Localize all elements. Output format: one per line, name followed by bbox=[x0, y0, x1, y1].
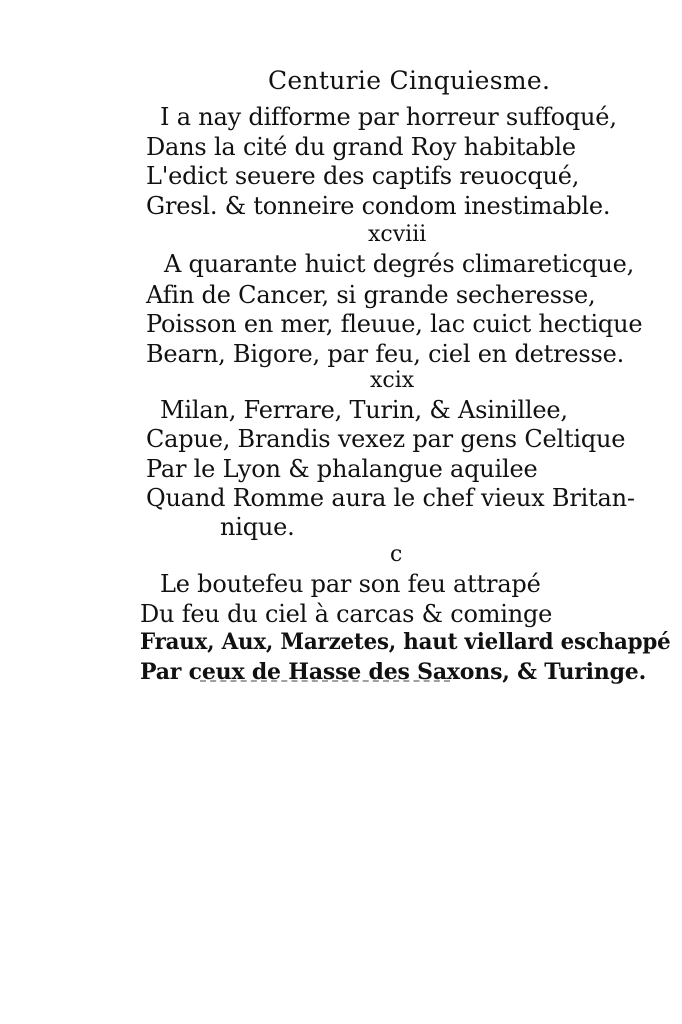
quatrain-numeral: xcix bbox=[370, 368, 415, 393]
verse-line: I a nay difforme par horreur suffoqué, bbox=[160, 103, 617, 131]
verse-line: Afin de Cancer, si grande secheresse, bbox=[146, 281, 596, 309]
verse-line: A quarante huict degrés climareticque, bbox=[164, 250, 635, 278]
verse-line: Poisson en mer, fleuue, lac cuict hectique bbox=[146, 310, 643, 338]
verse-line: Dans la cité du grand Roy habitable bbox=[146, 133, 576, 161]
verse-line: Le boutefeu par son feu attrapé bbox=[160, 570, 541, 598]
verse-line: L'edict seuere des captifs reuocqué, bbox=[146, 162, 580, 190]
verse-line: Du feu du ciel à carcas & cominge bbox=[140, 600, 553, 628]
verse-line: Gresl. & tonneire condom inestimable. bbox=[146, 192, 611, 220]
quatrain-numeral: xcviii bbox=[368, 222, 427, 247]
quatrain-numeral: c bbox=[390, 542, 403, 567]
verse-line: Par ceux de Hasse des Saxons, & Turinge. bbox=[140, 659, 647, 685]
verse-line: nique. bbox=[220, 513, 295, 541]
verse-line: Quand Romme aura le chef vieux Britan- bbox=[146, 484, 635, 512]
verse-line: Capue, Brandis vexez par gens Celtique bbox=[146, 425, 626, 453]
verse-line: Milan, Ferrare, Turin, & Asinillee, bbox=[160, 396, 568, 424]
verse-line: Par le Lyon & phalangue aquilee bbox=[146, 455, 538, 483]
verse-line: Fraux, Aux, Marzetes, haut viellard eschappé bbox=[140, 629, 671, 655]
bleed-through-mark bbox=[200, 680, 450, 686]
running-header: Centurie Cinquiesme. bbox=[268, 66, 551, 95]
verse-line: Bearn, Bigore, par feu, ciel en detresse. bbox=[146, 340, 625, 368]
